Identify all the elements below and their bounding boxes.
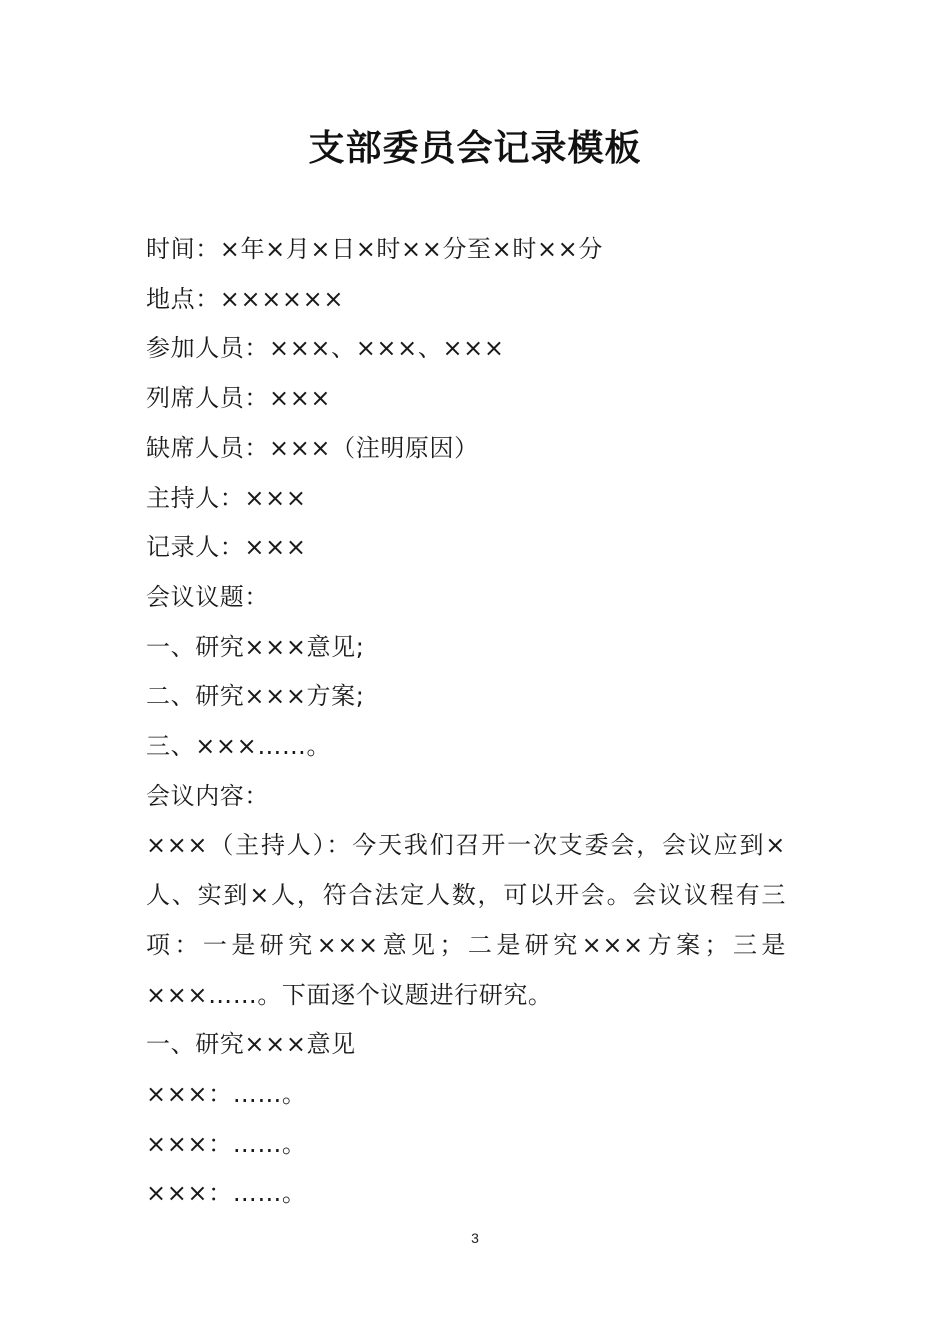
document-title: 支部委员会记录模板 <box>308 127 642 169</box>
agenda-heading: 会议议题： <box>146 582 269 611</box>
opening-paragraph: ×××（主持人）：今天我们召开一次支委会，会议应到×人、实到×人，符合法定人数，可以开会。会议议程有三项：一是研究×××意见；二是研究×××方案；三是×××……。下面逐个议题进行研究。 <box>146 831 786 1009</box>
meeting-time: 时间：×年×月×日×时××分至×时××分 <box>146 235 603 263</box>
speaker-line: ×××：……。 <box>146 1079 307 1108</box>
document-body <box>146 225 786 1219</box>
page-number: 3 <box>471 1230 479 1246</box>
topic-heading: 一、研究×××意见 <box>146 1030 356 1059</box>
recorder: 记录人：××× <box>146 533 307 562</box>
agenda-item: 二、研究×××方案; <box>146 682 365 711</box>
observers: 列席人员：××× <box>146 384 332 413</box>
absentees: 缺席人员：×××（注明原因） <box>146 433 479 462</box>
meeting-location: 地点：×××××× <box>146 284 345 313</box>
content-heading: 会议内容： <box>146 781 269 810</box>
speaker-line: ×××：……。 <box>146 1179 307 1208</box>
agenda-item: 三、×××……。 <box>146 732 332 761</box>
agenda-item: 一、研究×××意见; <box>146 632 365 661</box>
speaker-line: ×××：……。 <box>146 1129 307 1158</box>
host: 主持人：××× <box>146 483 307 512</box>
attendees: 参加人员：×××、×××、××× <box>146 334 505 363</box>
